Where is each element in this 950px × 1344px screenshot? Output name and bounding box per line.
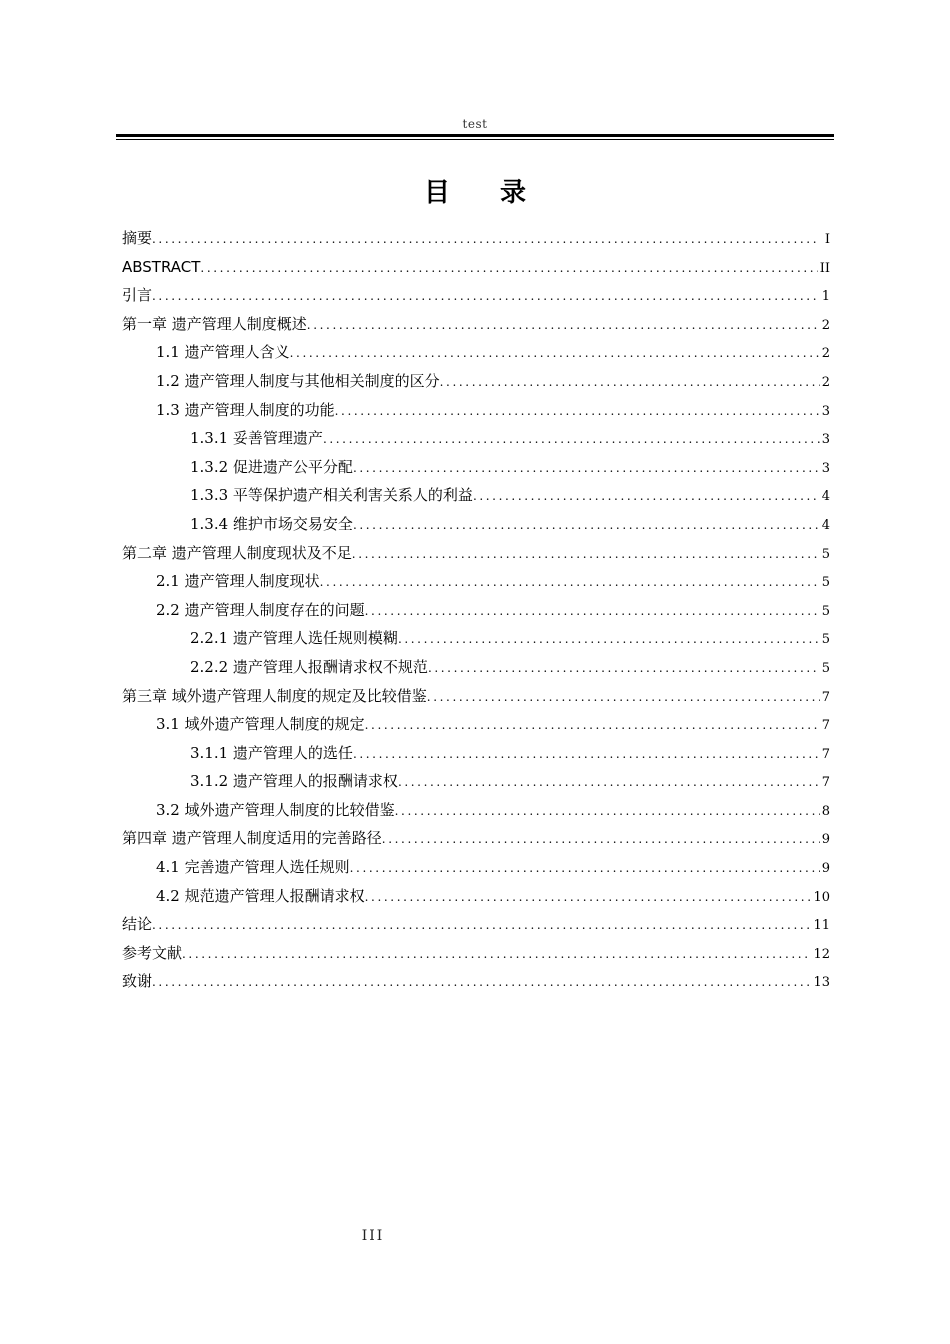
page-number: III [361, 1228, 385, 1244]
toc-entry-label: 3.1.2 遗产管理人的报酬请求权 [190, 772, 398, 791]
toc-entry-leader-dots [440, 368, 820, 397]
toc-entry-page-number: 7 [821, 775, 830, 791]
toc-entry-label: ABSTRACT [122, 257, 201, 276]
toc-entry-label: 4.2 规范遗产管理人报酬请求权 [156, 886, 365, 905]
toc-entry-leader-dots [382, 825, 820, 854]
toc-entry[interactable] [122, 253, 830, 282]
toc-entry-page-number: 12 [813, 946, 830, 962]
toc-entry[interactable] [122, 967, 830, 996]
toc-entry-page-number: 4 [821, 517, 830, 533]
toc-entry-label: 1.3.3 平等保护遗产相关利害关系人的利益 [190, 486, 473, 505]
toc-entry-page-number: 7 [821, 718, 830, 734]
toc-entry-label: 2.2.1 遗产管理人选任规则模糊 [190, 629, 398, 648]
toc-entry-page-number: 1 [821, 289, 830, 305]
toc-entry-page-number: 2 [821, 346, 830, 362]
toc-entry[interactable] [122, 539, 830, 568]
toc-entry-page-number: 9 [821, 832, 830, 848]
toc-entry[interactable] [122, 710, 830, 739]
toc-entry-label: 第四章 遗产管理人制度适用的完善路径 [122, 829, 382, 848]
toc-entry-label: 致谢 [122, 972, 153, 991]
toc-entry-leader-dots [395, 797, 820, 826]
toc-entry-leader-dots [320, 568, 820, 597]
toc-entry-page-number: 5 [821, 575, 830, 591]
toc-entry-leader-dots [152, 225, 820, 254]
toc-entry-page-number: 4 [821, 489, 830, 505]
toc-entry-leader-dots [335, 397, 820, 426]
toc-entry-leader-dots [290, 339, 820, 368]
toc-entry-page-number: 3 [821, 432, 830, 448]
toc-entry-leader-dots [152, 911, 811, 940]
toc-entry-leader-dots [365, 883, 812, 912]
toc-entry-page-number: 8 [821, 803, 830, 819]
toc-entry-page-number: 11 [813, 918, 830, 934]
toc-entry[interactable] [122, 396, 830, 425]
toc-entry-page-number: 5 [821, 632, 830, 648]
toc-entry[interactable] [122, 224, 830, 253]
toc-entry-label: 1.2 遗产管理人制度与其他相关制度的区分 [156, 371, 440, 390]
toc-entry-label: 第一章 遗产管理人制度概述 [122, 314, 307, 333]
toc-entry[interactable] [122, 624, 830, 653]
toc-entry-label: 3.2 域外遗产管理人制度的比较借鉴 [156, 800, 395, 819]
toc-entry-page-number: II [819, 260, 830, 276]
toc-entry[interactable] [122, 481, 830, 510]
toc-entry-page-number: 10 [813, 889, 830, 905]
header-rule-thin [116, 139, 834, 140]
toc-entry-label: 2.2 遗产管理人制度存在的问题 [156, 600, 365, 619]
toc-entry-page-number: 9 [821, 861, 830, 877]
toc-entry-leader-dots [353, 511, 820, 540]
toc-entry[interactable] [122, 424, 830, 453]
toc-entry-label: 第三章 域外遗产管理人制度的规定及比较借鉴 [122, 686, 427, 705]
toc-entry-page-number: 5 [821, 546, 830, 562]
toc-entry[interactable] [122, 367, 830, 396]
toc-entry-page-number: 7 [821, 746, 830, 762]
toc-entry-page-number: 13 [813, 975, 830, 991]
toc-entry-label: 1.3 遗产管理人制度的功能 [156, 400, 335, 419]
toc-entry-label: 参考文献 [122, 943, 183, 962]
toc-entry[interactable] [122, 653, 830, 682]
toc-entry[interactable] [122, 739, 830, 768]
toc-entry-leader-dots [200, 254, 817, 283]
toc-title-char-2: 录 [500, 178, 527, 208]
toc-entry[interactable] [122, 310, 830, 339]
toc-entry-label: 4.1 完善遗产管理人选任规则 [156, 858, 350, 877]
toc-entry-label: 引言 [122, 286, 153, 305]
toc-entry[interactable] [122, 767, 830, 796]
toc-entry-leader-dots [350, 854, 820, 883]
toc-entry-page-number: 3 [821, 460, 830, 476]
toc-entry-leader-dots [152, 968, 811, 997]
toc-entry-page-number: 5 [821, 603, 830, 619]
toc-entry-page-number: 2 [821, 317, 830, 333]
toc-entry[interactable] [122, 682, 830, 711]
toc-entry[interactable] [122, 910, 830, 939]
toc-entry[interactable] [122, 853, 830, 882]
toc-entry-leader-dots [323, 425, 820, 454]
toc-entry[interactable] [122, 567, 830, 596]
toc-entry-page-number: 3 [821, 403, 830, 419]
toc-entry-page-number: 2 [821, 374, 830, 390]
toc-entry-leader-dots [365, 597, 820, 626]
toc-entry-label: 1.3.4 维护市场交易安全 [190, 514, 353, 533]
toc-entry-label: 1.1 遗产管理人含义 [156, 343, 290, 362]
toc-title [0, 172, 950, 209]
toc-entry-leader-dots [353, 740, 820, 769]
toc-entry[interactable] [122, 882, 830, 911]
toc-entry[interactable] [122, 281, 830, 310]
toc-entry-page-number: 7 [821, 689, 830, 705]
toc-entry[interactable] [122, 510, 830, 539]
toc-entry-leader-dots [473, 482, 820, 511]
toc-entry-label: 3.1 域外遗产管理人制度的规定 [156, 715, 365, 734]
table-of-contents [122, 224, 830, 996]
toc-entry-leader-dots [427, 683, 820, 712]
toc-entry-leader-dots [365, 711, 820, 740]
toc-entry[interactable] [122, 939, 830, 968]
toc-entry-leader-dots [398, 768, 820, 797]
toc-entry-leader-dots [152, 282, 820, 311]
toc-entry-label: 1.3.1 妥善管理遗产 [190, 429, 323, 448]
toc-entry[interactable] [122, 338, 830, 367]
toc-entry-leader-dots [428, 654, 820, 683]
toc-entry-label: 结论 [122, 915, 153, 934]
toc-entry-label: 2.1 遗产管理人制度现状 [156, 572, 320, 591]
toc-entry[interactable] [122, 453, 830, 482]
header-rule-thick [116, 134, 834, 137]
toc-entry-leader-dots [182, 940, 811, 969]
toc-entry-label: 2.2.2 遗产管理人报酬请求权不规范 [190, 657, 428, 676]
toc-entry[interactable] [122, 796, 830, 825]
toc-entry-label: 第二章 遗产管理人制度现状及不足 [122, 543, 352, 562]
toc-entry-leader-dots [398, 625, 820, 654]
toc-entry-leader-dots [352, 540, 820, 569]
toc-entry-leader-dots [353, 454, 820, 483]
toc-entry-label: 摘要 [122, 229, 153, 247]
page-header-text: test [462, 117, 488, 131]
toc-entry-label: 1.3.2 促进遗产公平分配 [190, 457, 353, 476]
toc-entry-page-number: 5 [821, 660, 830, 676]
toc-entry-page-number: I [824, 232, 830, 247]
toc-entry-label: 3.1.1 遗产管理人的选任 [190, 743, 353, 762]
toc-entry-leader-dots [307, 311, 820, 340]
toc-entry[interactable] [122, 824, 830, 853]
toc-title-char-1: 目 [423, 178, 450, 208]
toc-entry[interactable] [122, 596, 830, 625]
